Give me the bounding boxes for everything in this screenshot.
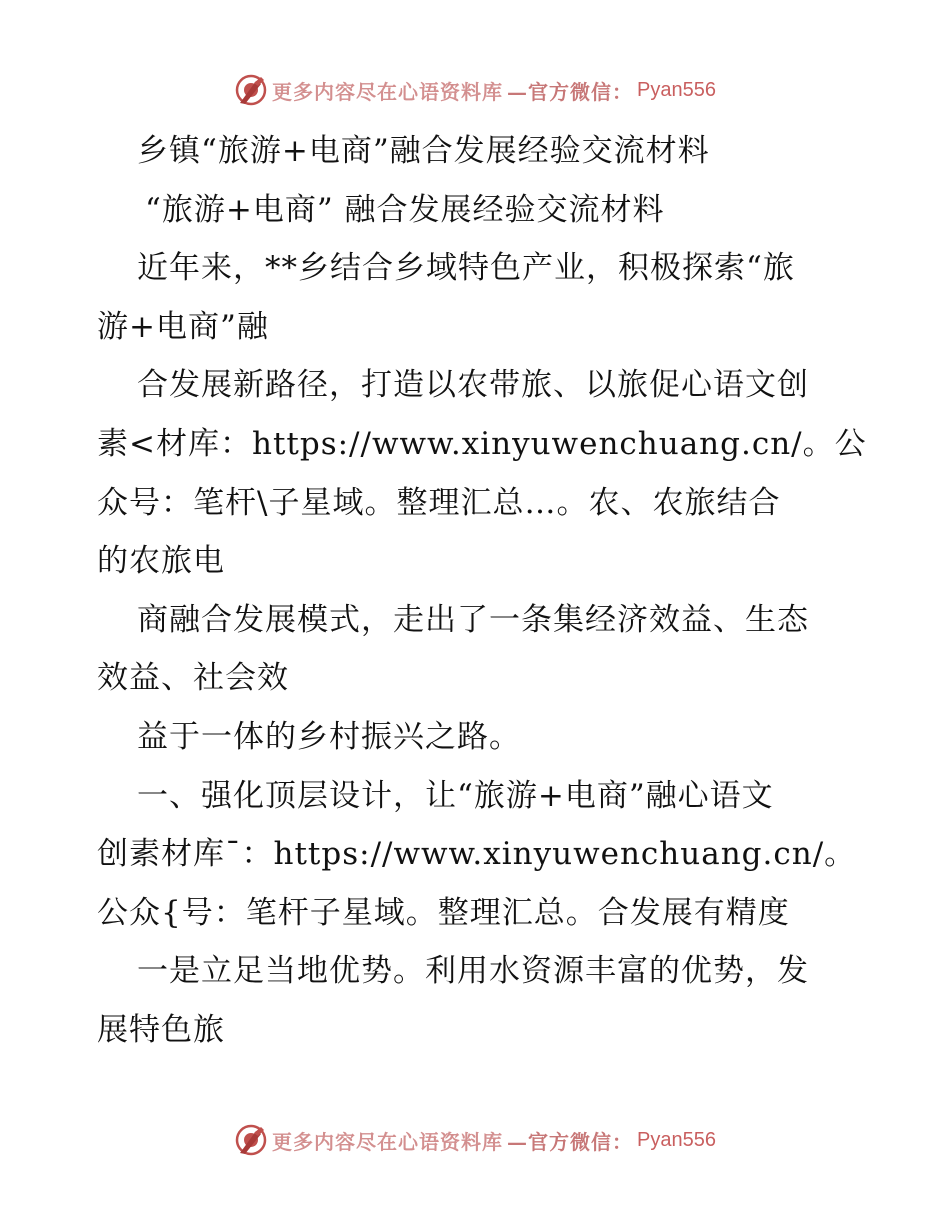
header-wechat-label: —官方微信： — [507, 79, 634, 104]
paragraph-line: 合发展新路径，打造以农带旅、以旅促心语文创 — [137, 367, 809, 404]
paragraph-line: 游+电商”融 — [97, 308, 269, 345]
footer-wechat-label: —官方微信： — [507, 1129, 634, 1154]
paragraph-line: 公众{号：笔杆子星域。整理汇总。合发展有精度 — [97, 894, 790, 931]
paragraph-line: 众号：笔杆\子星域。整理汇总…。农、农旅结合 — [97, 484, 781, 521]
pen-logo-icon — [234, 1123, 268, 1157]
header-wechat-id: Pyan556 — [637, 78, 716, 101]
pen-logo-icon — [234, 73, 268, 107]
paragraph-line: 近年来，**乡结合乡域特色产业，积极探索“旅 — [137, 250, 795, 287]
paragraph-line: 益于一体的乡村振兴之路。 — [137, 718, 521, 755]
document-body — [97, 122, 867, 1060]
paragraph-line: 商融合发展模式，走出了一条集经济效益、生态 — [137, 601, 809, 638]
paragraph-line: 创素材库¯：https://www.xinyuwenchuang.cn/。 — [97, 836, 857, 873]
section-heading: 一、强化顶层设计，让“旅游+电商”融心语文 — [137, 777, 774, 814]
footer-banner — [0, 1120, 950, 1160]
paragraph-line: 一是立足当地优势。利用水资源丰富的优势，发 — [137, 953, 809, 990]
document-subtitle: “旅游+电商” 融合发展经验交流材料 — [145, 191, 665, 228]
paragraph-line: 效益、社会效 — [97, 660, 289, 697]
paragraph-line: 素<材库：https://www.xinyuwenchuang.cn/。公 — [97, 425, 867, 462]
footer-wechat-id: Pyan556 — [637, 1128, 716, 1151]
paragraph-line: 的农旅电 — [97, 543, 225, 580]
document-title: 乡镇“旅游+电商”融合发展经验交流材料 — [137, 133, 710, 169]
paragraph-line: 展特色旅 — [97, 1011, 225, 1048]
header-banner — [0, 70, 950, 110]
footer-brand-text: 更多内容尽在心语资料库 — [272, 1129, 504, 1154]
header-brand-text: 更多内容尽在心语资料库 — [272, 79, 504, 104]
